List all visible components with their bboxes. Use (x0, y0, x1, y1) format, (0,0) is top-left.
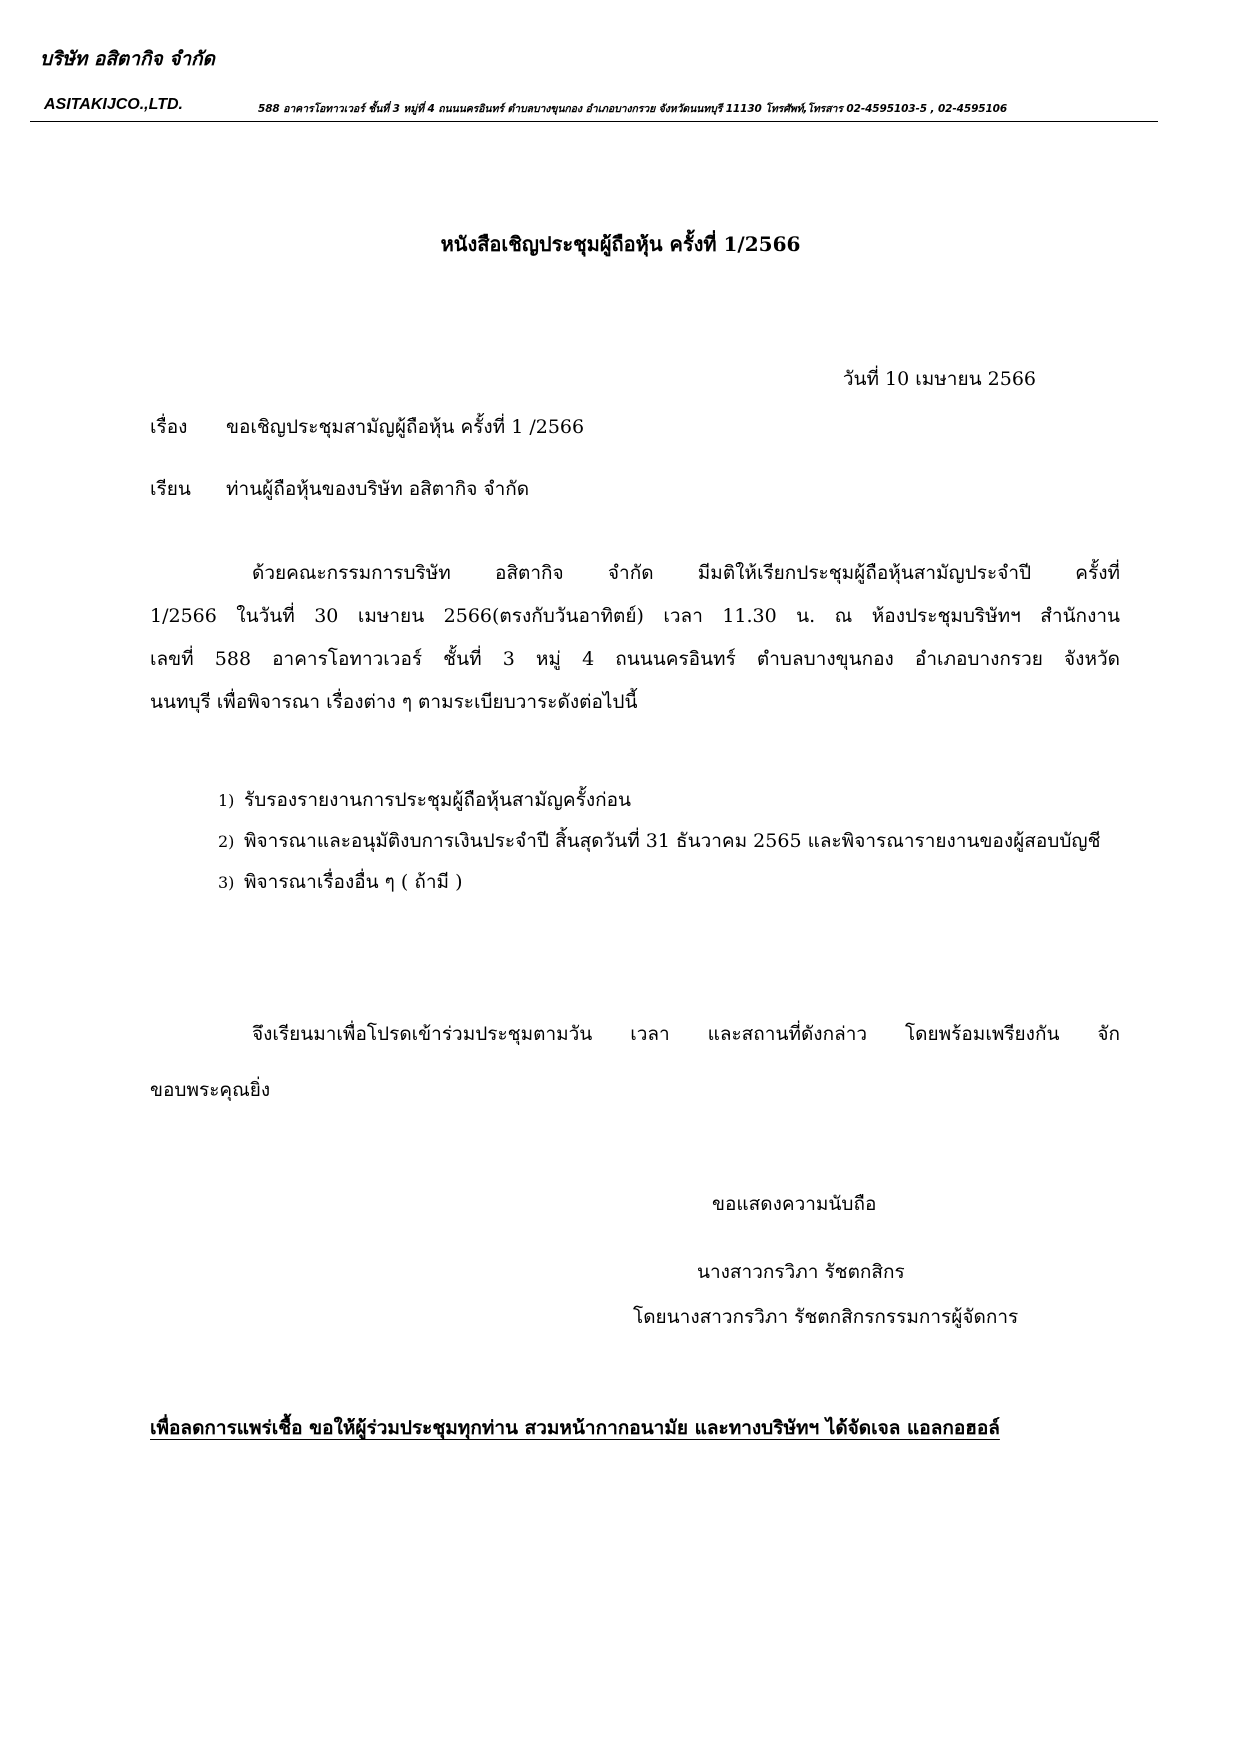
closing-paragraph (150, 1006, 1120, 1118)
agenda-item-number: 2) (218, 832, 235, 851)
agenda-item-text: พิจารณาและอนุมัติงบการเงินประจำปี สิ้นสุดวันที่ 31 ธันวาคม 2565 และพิจารณารายงานของผู้สอบบัญชี (244, 830, 1101, 852)
agenda-item-number: 1) (218, 791, 235, 810)
letterhead-divider (30, 121, 1158, 122)
subject-text: ขอเชิญประชุมสามัญผู้ถือหุ้น ครั้งที่ 1 /2566 (226, 416, 585, 438)
signer-name: นางสาวกรวิภา รัชตกสิกร (697, 1261, 905, 1283)
company-name-english: ASITAKIJCO.,LTD. (44, 96, 183, 113)
closing-line: ขอบพระคุณยิ่ง (150, 1079, 271, 1101)
letter-date: วันที่ 10 เมษายน 2566 (842, 368, 1036, 390)
recipient-label: เรียน (150, 478, 191, 500)
company-address: 588 อาคารโอทาวเวอร์ ชั้นที่ 3 หมู่ที่ 4 ถนนนครอินทร์ ตำบลบางขุนกอง อำเภอบางกรวย จังหวัดนนทบุรี 11130 โทรศัพท์,โทรสาร 02-4595103-5 , 02-4595106 (258, 103, 1008, 115)
signer-title: โดยนางสาวกรวิภา รัชตกสิกรกรรมการผู้จัดการ (633, 1306, 1019, 1328)
document-title: หนังสือเชิญประชุมผู้ถือหุ้น ครั้งที่ 1/2566 (440, 232, 801, 256)
agenda-item-text: พิจารณาเรื่องอื่น ๆ ( ถ้ามี ) (244, 871, 463, 893)
recipient-text: ท่านผู้ถือหุ้นของบริษัท อสิตากิจ จำกัด (226, 478, 530, 500)
agenda-item-number: 3) (218, 873, 235, 892)
agenda-list (218, 780, 1118, 903)
closing-line: จึงเรียนมาเพื่อโปรดเข้าร่วมประชุมตามวัน เวลา และสถานที่ดังกล่าว โดยพร้อมเพรียงกัน จัก (252, 1023, 1120, 1045)
company-name-thai: บริษัท อสิตากิจ จำกัด (40, 48, 215, 70)
body-line: ด้วยคณะกรรมการบริษัท อสิตากิจ จำกัด มีมติให้เรียกประชุมผู้ถือหุ้นสามัญประจำปี ครั้งที่ (252, 562, 1120, 584)
agenda-item (218, 780, 1118, 821)
body-line: 1/2566 ในวันที่ 30 เมษายน 2566(ตรงกับวันอาทิตย์) เวลา 11.30 น. ณ ห้องประชุมบริษัทฯ สำนักงาน (150, 605, 1120, 627)
agenda-item-text: รับรองรายงานการประชุมผู้ถือหุ้นสามัญครั้งก่อน (244, 789, 632, 811)
body-paragraph (150, 552, 1120, 724)
agenda-item (218, 821, 1118, 862)
health-notice: เพื่อลดการแพร่เชื้อ ขอให้ผู้ร่วมประชุมทุกท่าน สวมหน้ากากอนามัย และทางบริษัทฯ ได้จัดเจล แอลกอฮอล์ (150, 1417, 1000, 1439)
subject-label: เรื่อง (150, 416, 188, 438)
body-line: เลขที่ 588 อาคารโอทาวเวอร์ ชั้นที่ 3 หมู่ 4 ถนนนครอินทร์ ตำบลบางขุนกอง อำเภอบางกรวย จังหวัด (150, 648, 1120, 670)
body-line: นนทบุรี เพื่อพิจารณา เรื่องต่าง ๆ ตามระเบียบวาระดังต่อไปนี้ (150, 691, 638, 713)
closing-regards: ขอแสดงความนับถือ (712, 1193, 877, 1215)
agenda-item (218, 862, 1118, 903)
